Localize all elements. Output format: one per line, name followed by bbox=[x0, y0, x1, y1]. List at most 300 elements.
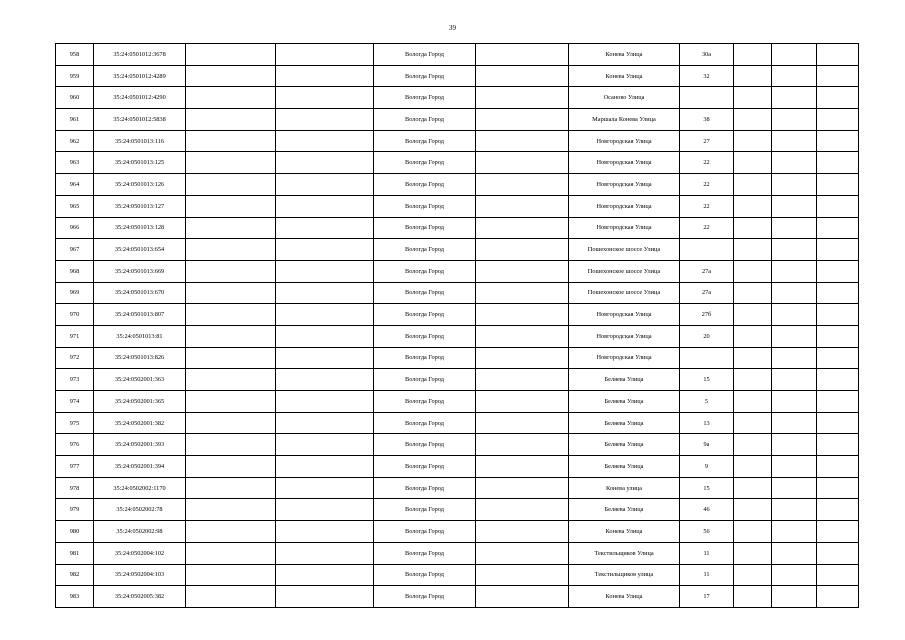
street-cell: Текстильщиков улица bbox=[569, 564, 680, 586]
empty-cell bbox=[734, 282, 772, 304]
street-cell: Новгородская Улица bbox=[569, 195, 680, 217]
empty-cell bbox=[476, 369, 569, 391]
house-number-cell: 17 bbox=[680, 586, 734, 608]
empty-cell bbox=[476, 412, 569, 434]
empty-cell bbox=[734, 369, 772, 391]
cadastral-number-cell: 35:24:0502001:365 bbox=[94, 391, 186, 413]
empty-cell bbox=[476, 109, 569, 131]
house-number-cell: 38 bbox=[680, 109, 734, 131]
empty-cell bbox=[276, 109, 374, 131]
table-row bbox=[56, 586, 859, 608]
row-number-cell: 977 bbox=[56, 456, 94, 478]
row-number-cell: 963 bbox=[56, 152, 94, 174]
empty-cell bbox=[186, 499, 276, 521]
empty-cell bbox=[186, 282, 276, 304]
cadastral-number-cell: 35:24:0502001:382 bbox=[94, 412, 186, 434]
empty-cell bbox=[186, 477, 276, 499]
street-cell: Новгородская Улица bbox=[569, 152, 680, 174]
empty-cell bbox=[476, 347, 569, 369]
empty-cell bbox=[772, 499, 817, 521]
city-cell: Вологда Город bbox=[374, 369, 476, 391]
empty-cell bbox=[276, 325, 374, 347]
empty-cell bbox=[817, 586, 859, 608]
empty-cell bbox=[476, 239, 569, 261]
city-cell: Вологда Город bbox=[374, 282, 476, 304]
house-number-cell: 22 bbox=[680, 174, 734, 196]
house-number-cell: 9а bbox=[680, 434, 734, 456]
empty-cell bbox=[772, 130, 817, 152]
empty-cell bbox=[734, 87, 772, 109]
city-cell: Вологда Город bbox=[374, 304, 476, 326]
table-row bbox=[56, 347, 859, 369]
row-number-cell: 974 bbox=[56, 391, 94, 413]
table-row bbox=[56, 152, 859, 174]
row-number-cell: 971 bbox=[56, 325, 94, 347]
house-number-cell: 15 bbox=[680, 369, 734, 391]
empty-cell bbox=[772, 217, 817, 239]
empty-cell bbox=[817, 239, 859, 261]
cadastral-number-cell: 35:24:0502004:102 bbox=[94, 542, 186, 564]
row-number-cell: 980 bbox=[56, 521, 94, 543]
empty-cell bbox=[186, 347, 276, 369]
empty-cell bbox=[186, 391, 276, 413]
house-number-cell: 32 bbox=[680, 65, 734, 87]
empty-cell bbox=[734, 391, 772, 413]
empty-cell bbox=[276, 87, 374, 109]
street-cell: Пошехонское шоссе Улица bbox=[569, 239, 680, 261]
house-number-cell bbox=[680, 347, 734, 369]
empty-cell bbox=[734, 239, 772, 261]
city-cell: Вологда Город bbox=[374, 586, 476, 608]
city-cell: Вологда Город bbox=[374, 564, 476, 586]
empty-cell bbox=[772, 564, 817, 586]
empty-cell bbox=[772, 304, 817, 326]
empty-cell bbox=[772, 521, 817, 543]
empty-cell bbox=[276, 347, 374, 369]
empty-cell bbox=[186, 325, 276, 347]
cadastral-number-cell: 35:24:0501013:654 bbox=[94, 239, 186, 261]
street-cell: Беляева Улица bbox=[569, 456, 680, 478]
cadastral-number-cell: 35:24:0501013:807 bbox=[94, 304, 186, 326]
cadastral-number-cell: 35:24:0502002:1170 bbox=[94, 477, 186, 499]
table-row bbox=[56, 65, 859, 87]
empty-cell bbox=[772, 456, 817, 478]
city-cell: Вологда Город bbox=[374, 65, 476, 87]
empty-cell bbox=[734, 499, 772, 521]
house-number-cell: 5 bbox=[680, 391, 734, 413]
row-number-cell: 960 bbox=[56, 87, 94, 109]
city-cell: Вологда Город bbox=[374, 477, 476, 499]
city-cell: Вологда Город bbox=[374, 521, 476, 543]
empty-cell bbox=[772, 195, 817, 217]
city-cell: Вологда Город bbox=[374, 217, 476, 239]
city-cell: Вологда Город bbox=[374, 456, 476, 478]
empty-cell bbox=[772, 152, 817, 174]
street-cell: Пошехонское шоссе Улица bbox=[569, 260, 680, 282]
cadastral-number-cell: 35:24:0501013:669 bbox=[94, 260, 186, 282]
row-number-cell: 981 bbox=[56, 542, 94, 564]
cadastral-number-cell: 35:24:0501013:81 bbox=[94, 325, 186, 347]
row-number-cell: 978 bbox=[56, 477, 94, 499]
empty-cell bbox=[772, 586, 817, 608]
empty-cell bbox=[476, 456, 569, 478]
city-cell: Вологда Город bbox=[374, 434, 476, 456]
empty-cell bbox=[276, 477, 374, 499]
empty-cell bbox=[476, 521, 569, 543]
house-number-cell bbox=[680, 239, 734, 261]
cadastral-number-cell: 35:24:0501013:116 bbox=[94, 130, 186, 152]
empty-cell bbox=[476, 217, 569, 239]
cadastral-number-cell: 35:24:0502002:78 bbox=[94, 499, 186, 521]
cadastral-number-cell: 35:24:0501013:670 bbox=[94, 282, 186, 304]
house-number-cell: 56 bbox=[680, 521, 734, 543]
house-number-cell: 20 bbox=[680, 325, 734, 347]
street-cell: Конева Улица bbox=[569, 521, 680, 543]
empty-cell bbox=[476, 586, 569, 608]
empty-cell bbox=[772, 542, 817, 564]
street-cell: Беляева Улица bbox=[569, 369, 680, 391]
empty-cell bbox=[817, 217, 859, 239]
empty-cell bbox=[817, 174, 859, 196]
city-cell: Вологда Город bbox=[374, 109, 476, 131]
empty-cell bbox=[276, 130, 374, 152]
empty-cell bbox=[817, 521, 859, 543]
empty-cell bbox=[276, 499, 374, 521]
row-number-cell: 961 bbox=[56, 109, 94, 131]
empty-cell bbox=[772, 325, 817, 347]
row-number-cell: 970 bbox=[56, 304, 94, 326]
empty-cell bbox=[186, 304, 276, 326]
street-cell: Конева Улица bbox=[569, 586, 680, 608]
table-row bbox=[56, 325, 859, 347]
empty-cell bbox=[186, 434, 276, 456]
street-cell: Новгородская Улица bbox=[569, 304, 680, 326]
city-cell: Вологда Город bbox=[374, 542, 476, 564]
empty-cell bbox=[772, 109, 817, 131]
empty-cell bbox=[186, 217, 276, 239]
cadastral-number-cell: 35:24:0502001:363 bbox=[94, 369, 186, 391]
city-cell: Вологда Город bbox=[374, 325, 476, 347]
empty-cell bbox=[734, 477, 772, 499]
empty-cell bbox=[276, 564, 374, 586]
row-number-cell: 966 bbox=[56, 217, 94, 239]
empty-cell bbox=[817, 195, 859, 217]
empty-cell bbox=[476, 65, 569, 87]
empty-cell bbox=[772, 282, 817, 304]
table-row bbox=[56, 239, 859, 261]
street-cell: Новгородская Улица bbox=[569, 325, 680, 347]
empty-cell bbox=[186, 260, 276, 282]
empty-cell bbox=[734, 521, 772, 543]
empty-cell bbox=[772, 174, 817, 196]
street-cell: Беляева Улица bbox=[569, 499, 680, 521]
street-cell: Новгородская Улица bbox=[569, 347, 680, 369]
empty-cell bbox=[186, 152, 276, 174]
empty-cell bbox=[476, 152, 569, 174]
house-number-cell: 22 bbox=[680, 195, 734, 217]
empty-cell bbox=[817, 347, 859, 369]
empty-cell bbox=[186, 369, 276, 391]
table-row bbox=[56, 499, 859, 521]
cadastral-number-cell: 35:24:0501012:4290 bbox=[94, 87, 186, 109]
table-row bbox=[56, 260, 859, 282]
house-number-cell: 22 bbox=[680, 152, 734, 174]
cadastral-number-cell: 35:24:0501012:5838 bbox=[94, 109, 186, 131]
empty-cell bbox=[772, 260, 817, 282]
empty-cell bbox=[734, 347, 772, 369]
cadastral-number-cell: 35:24:0502001:394 bbox=[94, 456, 186, 478]
empty-cell bbox=[186, 65, 276, 87]
empty-cell bbox=[817, 260, 859, 282]
city-cell: Вологда Город bbox=[374, 239, 476, 261]
empty-cell bbox=[772, 412, 817, 434]
empty-cell bbox=[276, 239, 374, 261]
empty-cell bbox=[772, 347, 817, 369]
empty-cell bbox=[772, 477, 817, 499]
empty-cell bbox=[817, 130, 859, 152]
empty-cell bbox=[817, 325, 859, 347]
cadastral-number-cell: 35:24:0502004:103 bbox=[94, 564, 186, 586]
empty-cell bbox=[734, 65, 772, 87]
empty-cell bbox=[476, 174, 569, 196]
empty-cell bbox=[186, 521, 276, 543]
cadastral-number-cell: 35:24:0501013:128 bbox=[94, 217, 186, 239]
table-row bbox=[56, 109, 859, 131]
empty-cell bbox=[476, 564, 569, 586]
table-row bbox=[56, 434, 859, 456]
empty-cell bbox=[186, 542, 276, 564]
street-cell: Текстильщиков Улица bbox=[569, 542, 680, 564]
table-row bbox=[56, 174, 859, 196]
street-cell: Беляева Улица bbox=[569, 412, 680, 434]
row-number-cell: 965 bbox=[56, 195, 94, 217]
street-cell: Новгородская Улица bbox=[569, 217, 680, 239]
city-cell: Вологда Город bbox=[374, 87, 476, 109]
cadastral-number-cell: 35:24:0502005:382 bbox=[94, 586, 186, 608]
empty-cell bbox=[476, 325, 569, 347]
cadastral-number-cell: 35:24:0502002:98 bbox=[94, 521, 186, 543]
street-cell: Конева Улица bbox=[569, 65, 680, 87]
empty-cell bbox=[276, 260, 374, 282]
table-row bbox=[56, 456, 859, 478]
city-cell: Вологда Город bbox=[374, 347, 476, 369]
empty-cell bbox=[734, 325, 772, 347]
house-number-cell bbox=[680, 87, 734, 109]
empty-cell bbox=[817, 477, 859, 499]
city-cell: Вологда Город bbox=[374, 195, 476, 217]
empty-cell bbox=[476, 434, 569, 456]
empty-cell bbox=[734, 152, 772, 174]
house-number-cell: 11 bbox=[680, 564, 734, 586]
empty-cell bbox=[817, 542, 859, 564]
empty-cell bbox=[734, 542, 772, 564]
row-number-cell: 982 bbox=[56, 564, 94, 586]
street-cell: Пошехонское шоссе Улица bbox=[569, 282, 680, 304]
cadastral-number-cell: 35:24:0501012:4289 bbox=[94, 65, 186, 87]
empty-cell bbox=[734, 174, 772, 196]
empty-cell bbox=[186, 44, 276, 66]
empty-cell bbox=[276, 391, 374, 413]
table-row bbox=[56, 195, 859, 217]
cadastral-table bbox=[55, 43, 859, 608]
empty-cell bbox=[476, 499, 569, 521]
table-row bbox=[56, 412, 859, 434]
empty-cell bbox=[817, 87, 859, 109]
empty-cell bbox=[186, 109, 276, 131]
empty-cell bbox=[276, 521, 374, 543]
empty-cell bbox=[772, 87, 817, 109]
empty-cell bbox=[734, 456, 772, 478]
empty-cell bbox=[276, 412, 374, 434]
house-number-cell: 13 bbox=[680, 412, 734, 434]
house-number-cell: 9 bbox=[680, 456, 734, 478]
empty-cell bbox=[476, 391, 569, 413]
row-number-cell: 967 bbox=[56, 239, 94, 261]
empty-cell bbox=[817, 65, 859, 87]
empty-cell bbox=[772, 369, 817, 391]
cadastral-number-cell: 35:24:0501013:826 bbox=[94, 347, 186, 369]
table-row bbox=[56, 87, 859, 109]
city-cell: Вологда Город bbox=[374, 391, 476, 413]
empty-cell bbox=[476, 260, 569, 282]
empty-cell bbox=[186, 456, 276, 478]
empty-cell bbox=[476, 195, 569, 217]
row-number-cell: 969 bbox=[56, 282, 94, 304]
table-row bbox=[56, 564, 859, 586]
house-number-cell: 27а bbox=[680, 260, 734, 282]
cadastral-number-cell: 35:24:0501013:127 bbox=[94, 195, 186, 217]
row-number-cell: 972 bbox=[56, 347, 94, 369]
empty-cell bbox=[186, 412, 276, 434]
house-number-cell: 27 bbox=[680, 130, 734, 152]
street-cell: Конева улица bbox=[569, 477, 680, 499]
row-number-cell: 958 bbox=[56, 44, 94, 66]
empty-cell bbox=[772, 434, 817, 456]
house-number-cell: 11 bbox=[680, 542, 734, 564]
table-row bbox=[56, 369, 859, 391]
empty-cell bbox=[772, 65, 817, 87]
cadastral-number-cell: 35:24:0501013:125 bbox=[94, 152, 186, 174]
empty-cell bbox=[734, 564, 772, 586]
empty-cell bbox=[186, 174, 276, 196]
house-number-cell: 30а bbox=[680, 44, 734, 66]
empty-cell bbox=[772, 239, 817, 261]
table-row bbox=[56, 391, 859, 413]
empty-cell bbox=[276, 65, 374, 87]
empty-cell bbox=[276, 282, 374, 304]
table-row bbox=[56, 217, 859, 239]
empty-cell bbox=[186, 564, 276, 586]
row-number-cell: 976 bbox=[56, 434, 94, 456]
empty-cell bbox=[817, 152, 859, 174]
city-cell: Вологда Город bbox=[374, 152, 476, 174]
cadastral-number-cell: 35:24:0501013:126 bbox=[94, 174, 186, 196]
empty-cell bbox=[817, 282, 859, 304]
empty-cell bbox=[734, 217, 772, 239]
empty-cell bbox=[276, 152, 374, 174]
city-cell: Вологда Город bbox=[374, 174, 476, 196]
table-row bbox=[56, 304, 859, 326]
cadastral-number-cell: 35:24:0501012:3678 bbox=[94, 44, 186, 66]
row-number-cell: 959 bbox=[56, 65, 94, 87]
empty-cell bbox=[734, 260, 772, 282]
empty-cell bbox=[734, 130, 772, 152]
empty-cell bbox=[276, 195, 374, 217]
street-cell: Осаново Улица bbox=[569, 87, 680, 109]
house-number-cell: 27б bbox=[680, 304, 734, 326]
city-cell: Вологда Город bbox=[374, 499, 476, 521]
empty-cell bbox=[276, 542, 374, 564]
empty-cell bbox=[476, 87, 569, 109]
empty-cell bbox=[276, 304, 374, 326]
empty-cell bbox=[734, 586, 772, 608]
empty-cell bbox=[476, 477, 569, 499]
empty-cell bbox=[734, 434, 772, 456]
empty-cell bbox=[817, 44, 859, 66]
empty-cell bbox=[276, 44, 374, 66]
empty-cell bbox=[772, 391, 817, 413]
house-number-cell: 22 bbox=[680, 217, 734, 239]
street-cell: Маршала Конева Улица bbox=[569, 109, 680, 131]
street-cell: Беляева Улица bbox=[569, 434, 680, 456]
table-row bbox=[56, 542, 859, 564]
city-cell: Вологда Город bbox=[374, 412, 476, 434]
empty-cell bbox=[476, 282, 569, 304]
city-cell: Вологда Город bbox=[374, 44, 476, 66]
row-number-cell: 968 bbox=[56, 260, 94, 282]
city-cell: Вологда Город bbox=[374, 260, 476, 282]
row-number-cell: 983 bbox=[56, 586, 94, 608]
empty-cell bbox=[186, 586, 276, 608]
empty-cell bbox=[476, 304, 569, 326]
empty-cell bbox=[817, 434, 859, 456]
empty-cell bbox=[276, 217, 374, 239]
empty-cell bbox=[772, 44, 817, 66]
empty-cell bbox=[734, 44, 772, 66]
empty-cell bbox=[186, 130, 276, 152]
empty-cell bbox=[276, 456, 374, 478]
cadastral-number-cell: 35:24:0502001:393 bbox=[94, 434, 186, 456]
empty-cell bbox=[186, 87, 276, 109]
empty-cell bbox=[734, 109, 772, 131]
empty-cell bbox=[734, 412, 772, 434]
table-row bbox=[56, 44, 859, 66]
empty-cell bbox=[276, 434, 374, 456]
street-cell: Беляева Улица bbox=[569, 391, 680, 413]
empty-cell bbox=[817, 456, 859, 478]
empty-cell bbox=[817, 412, 859, 434]
row-number-cell: 973 bbox=[56, 369, 94, 391]
empty-cell bbox=[817, 391, 859, 413]
empty-cell bbox=[817, 369, 859, 391]
table-row bbox=[56, 477, 859, 499]
house-number-cell: 27а bbox=[680, 282, 734, 304]
empty-cell bbox=[817, 499, 859, 521]
empty-cell bbox=[276, 369, 374, 391]
empty-cell bbox=[276, 174, 374, 196]
table-row bbox=[56, 130, 859, 152]
row-number-cell: 962 bbox=[56, 130, 94, 152]
empty-cell bbox=[186, 195, 276, 217]
row-number-cell: 975 bbox=[56, 412, 94, 434]
house-number-cell: 15 bbox=[680, 477, 734, 499]
empty-cell bbox=[476, 130, 569, 152]
empty-cell bbox=[476, 44, 569, 66]
empty-cell bbox=[276, 586, 374, 608]
empty-cell bbox=[734, 195, 772, 217]
empty-cell bbox=[186, 239, 276, 261]
empty-cell bbox=[817, 564, 859, 586]
